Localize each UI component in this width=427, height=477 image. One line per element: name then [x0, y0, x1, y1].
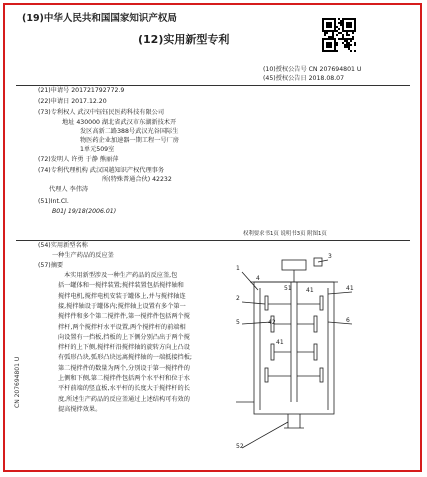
abstract-line: 平杆前端的竖直板,水平杆的长度大于搅拌杆的长 [58, 385, 190, 393]
abstract-line: 括一罐体和一搅拌装置;搅拌装置包括搅拌轴和 [58, 282, 184, 290]
figure-reference-label: 2 [236, 295, 240, 302]
figure-reference-label: 6 [346, 317, 350, 324]
address-line: 物医药企业加速器一期工程一号厂房 [80, 137, 179, 144]
abstract-line: 有弧形凸块,弧形凸块远离搅拌轴的一端抵接挡板; [58, 354, 192, 362]
side-publication-code: CN 207694801 U [14, 356, 21, 408]
agency: (74)专利代理机构 武汉国越知识产权代理事务 [38, 167, 165, 174]
document-type: (12)实用新型专利 [138, 33, 230, 46]
office-name: (19)中华人民共和国国家知识产权局 [22, 13, 177, 24]
abstract-line: 上侧和下侧,第二搅拌件包括两个水平杆和位于水 [58, 375, 190, 382]
abstract-line: 向设置有一挡板,挡板的上下侧分别凸出于两个搅 [58, 333, 190, 341]
abstract-line: 本实用新型涉及一种生产药品的反应釜,包 [64, 272, 178, 279]
abstract-line: 度,所述生产药品的反应釜通过上述结构可有效的 [58, 395, 190, 403]
figure-reference-label: 52 [236, 443, 244, 450]
figure-reference-label: 41 [346, 285, 354, 292]
abstract-line: 搅拌电机,搅拌电机安装于罐体上,并与搅拌轴连 [58, 292, 186, 300]
figure-reference-label: 42 [268, 319, 276, 326]
address-line: 1单元509室 [80, 146, 115, 153]
abstract-line: 第二搅拌件的数量为两个,分别设于第一搅拌件的 [58, 364, 190, 372]
address-line: 地址 430000 湖北省武汉市东湖新技术开 [62, 119, 177, 126]
address-line: 发区高新二路388号武汉光谷国际生 [80, 128, 179, 135]
abstract-line: 搅拌件和多个第二搅拌件,第一搅拌件包括两个搅 [58, 313, 190, 321]
abstract-line: 提高搅拌效果。 [58, 405, 102, 413]
qr-code [322, 18, 356, 52]
publication-date: (45)授权公告日 2018.08.07 [263, 75, 345, 82]
abstract-line: 拌杆,两个搅拌杆水平设置,两个搅拌杆的前端相 [58, 323, 186, 331]
figure-reference-label: 51 [284, 285, 292, 292]
utility-model-title: 一种生产药品的反应釜 [52, 252, 114, 259]
patentee: (73)专利权人 武汉中钰钰民医药科技有限公司 [38, 109, 165, 116]
abstract-line: 接,搅拌轴设于罐体内;搅拌轴上设置有多个第一 [58, 302, 186, 310]
header-divider [16, 85, 410, 86]
intcl-value: B01J 19/18(2006.01) [52, 208, 117, 215]
intcl-label: (51)Int.Cl. [38, 198, 69, 205]
figure-reference-label: 1 [236, 265, 240, 272]
figure-reference-label: 4 [256, 275, 260, 282]
device-drawing [228, 252, 388, 460]
application-number: (21)申请号 201721792772.9 [38, 87, 125, 94]
figure-reference-label: 5 [236, 319, 240, 326]
inventors: (72)发明人 许勇 于静 熊丽萍 [38, 156, 119, 163]
abstract-label: (57)摘要 [38, 262, 64, 269]
claims-info: 权利要求书1页 说明书3页 附图1页 [243, 231, 327, 237]
abstract-line: 拌杆的上下侧,搅拌杆沿搅拌轴的旋转方向上凸设 [58, 344, 190, 352]
agency: 所(特殊普通合伙) 42232 [102, 176, 172, 183]
title-label: (54)实用新型名称 [38, 242, 88, 249]
agent: 代理人 李伟涛 [49, 186, 89, 193]
figure-reference-label: 3 [328, 253, 332, 260]
publication-number: (10)授权公告号 CN 207694801 U [263, 66, 362, 73]
application-date: (22)申请日 2017.12.20 [38, 98, 107, 105]
section-divider [16, 240, 410, 241]
figure-reference-label: 41 [276, 339, 284, 346]
figure-reference-label: 41 [306, 287, 314, 294]
